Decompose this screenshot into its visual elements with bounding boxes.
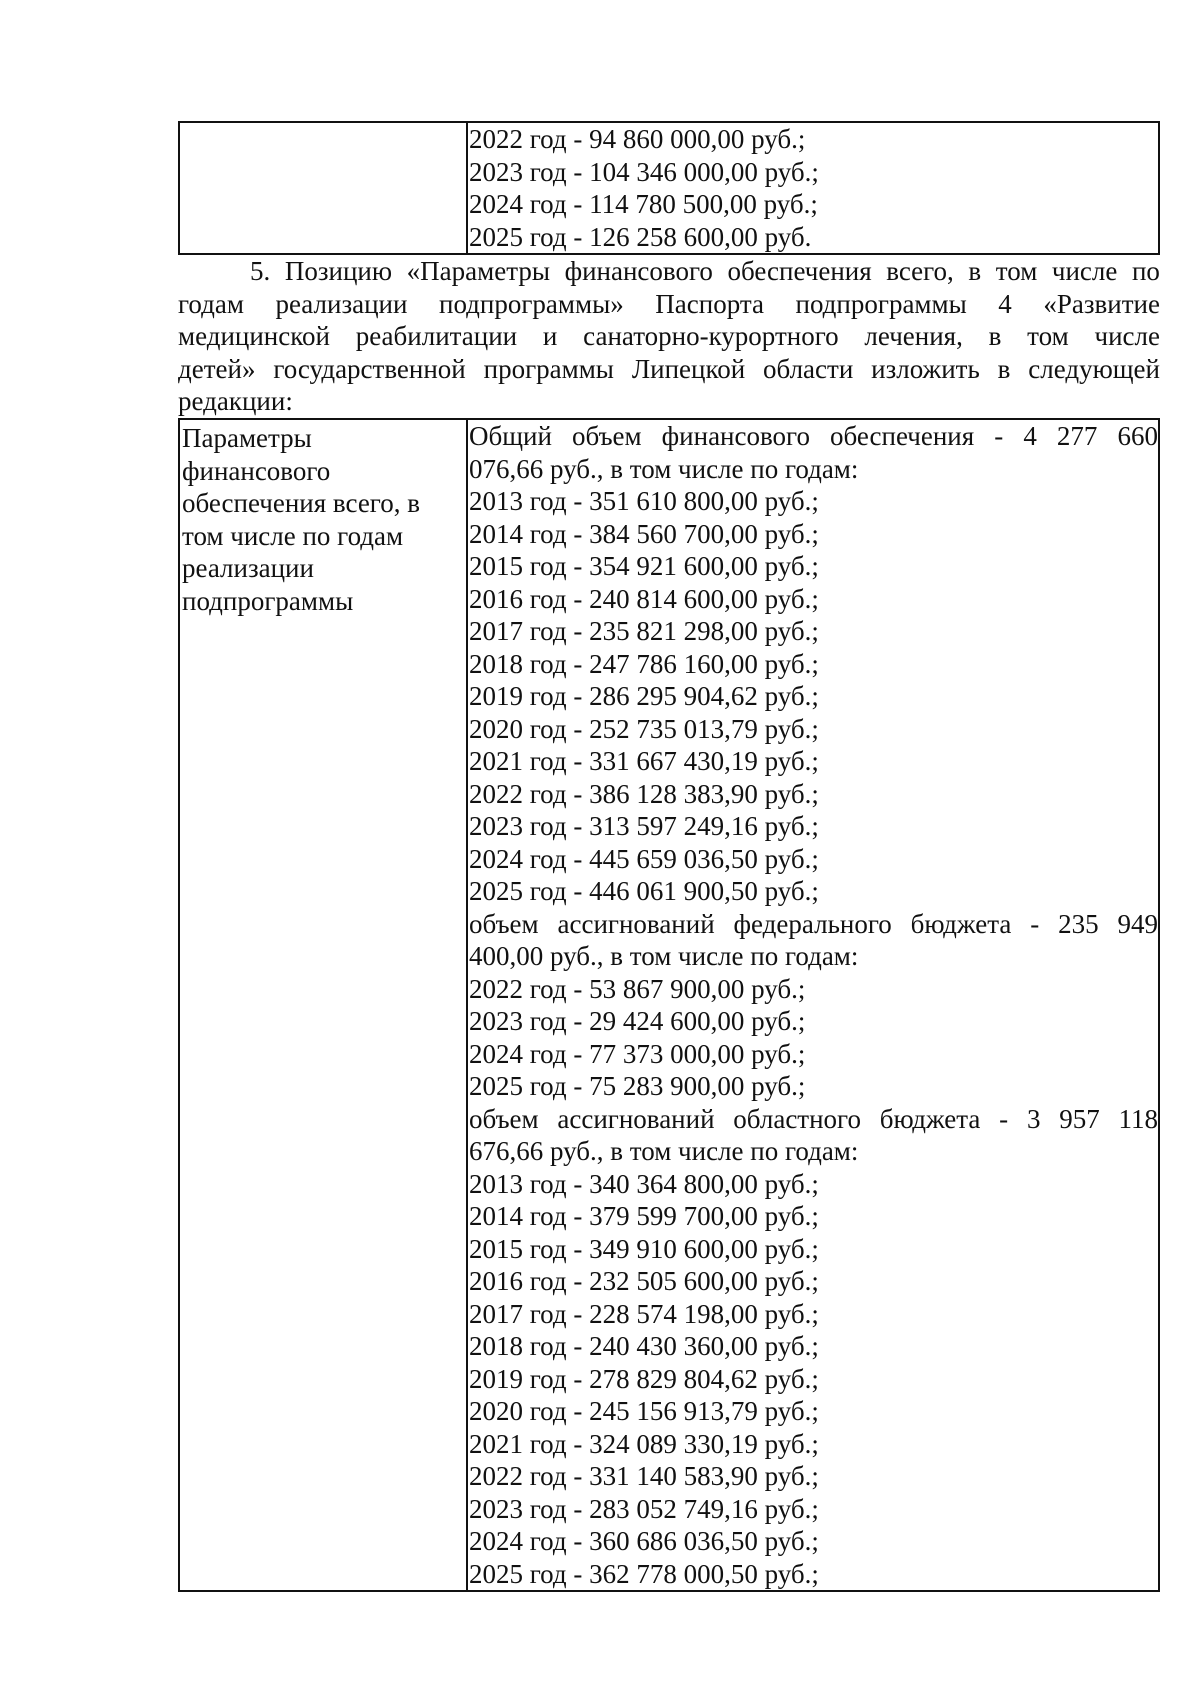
word: объем [469, 908, 539, 939]
federal-year-row: 2022 год - 53 867 900,00 руб.; [469, 973, 806, 1004]
table-top-row: 2023 год - 104 346 000,00 руб.; [469, 156, 819, 187]
word: ассигнований [557, 908, 715, 939]
federal-year-row: 2025 год - 75 283 900,00 руб.; [469, 1071, 806, 1101]
word: и [542, 321, 558, 351]
table-top-row: 2022 год - 94 860 000,00 руб.; [469, 124, 806, 154]
word: в [997, 353, 1011, 384]
word: областного [733, 1103, 861, 1134]
label-line: Параметры [182, 423, 312, 453]
word: реабилитации [355, 321, 518, 351]
table-top-right-cell [468, 123, 1158, 253]
word: числе [1094, 321, 1160, 351]
word: объем [572, 421, 642, 451]
word: - [994, 421, 1004, 451]
label-line: реализации [182, 553, 314, 583]
label-line: обеспечения всего, в [182, 488, 420, 518]
total-year-row: 2019 год - 286 295 904,62 руб.; [469, 681, 819, 711]
word: подпрограммы [795, 288, 967, 319]
word: объем [469, 1103, 539, 1134]
word: по [1131, 256, 1160, 286]
word: области [763, 353, 854, 384]
word: 277 [1056, 421, 1098, 451]
word: числе [1051, 256, 1118, 286]
word: реализации [275, 288, 408, 319]
word: «Параметры [406, 256, 550, 286]
word: в [988, 321, 1002, 351]
word: санаторно-курортного [583, 321, 839, 351]
word: государственной [273, 353, 466, 384]
word: обеспечения [727, 256, 872, 286]
paragraph-line [178, 255, 1160, 288]
word: 957 [1059, 1103, 1100, 1134]
word: 4 [1023, 421, 1037, 451]
word: программы [483, 353, 614, 384]
table-main-value-cell [468, 420, 1158, 1590]
word: 3 [1026, 1103, 1041, 1134]
word: бюджета [910, 908, 1012, 939]
word: 235 [1058, 908, 1099, 939]
federal-year-row: 2024 год - 77 373 000,00 руб.; [469, 1038, 806, 1069]
total-volume-header-cont: 076,66 руб., в том числе по годам: [469, 453, 859, 484]
regional-year-row: 2020 год - 245 156 913,79 руб.; [469, 1396, 819, 1426]
word: финансового [661, 421, 810, 451]
word: 660 [1117, 421, 1158, 451]
total-year-row: 2013 год - 351 610 800,00 руб.; [469, 486, 819, 516]
total-year-row: 2018 год - 247 786 160,00 руб.; [469, 648, 819, 679]
label-line: подпрограммы [182, 585, 354, 616]
table-top-row: 2024 год - 114 780 500,00 руб.; [469, 189, 818, 219]
total-year-row: 2021 год - 331 667 430,19 руб.; [469, 746, 819, 776]
regional-budget-header [468, 1103, 1158, 1136]
federal-budget-header [468, 908, 1158, 941]
total-year-row: 2022 год - 386 128 383,90 руб.; [469, 778, 819, 809]
word: Позицию [284, 256, 393, 286]
regional-year-row: 2013 год - 340 364 800,00 руб.; [469, 1168, 819, 1199]
paragraph-line [178, 288, 1160, 321]
word: бюджета [879, 1103, 981, 1134]
word: Общий [469, 421, 552, 451]
regional-year-row: 2022 год - 331 140 583,90 руб.; [469, 1461, 819, 1491]
regional-year-row: 2014 год - 379 599 700,00 руб.; [469, 1201, 819, 1231]
word: 4 [998, 288, 1012, 319]
federal-budget-header-cont: 400,00 руб., в том числе по годам: [469, 941, 859, 971]
word: изложить [871, 353, 980, 384]
federal-year-row: 2023 год - 29 424 600,00 руб.; [469, 1006, 806, 1036]
word: 5. [250, 256, 271, 286]
regional-year-row: 2021 год - 324 089 330,19 руб.; [469, 1428, 819, 1459]
word: федерального [733, 908, 892, 939]
total-year-row: 2015 год - 354 921 600,00 руб.; [469, 551, 819, 581]
word: в [968, 256, 982, 286]
word: 949 [1117, 908, 1158, 939]
regional-year-row: 2015 год - 349 910 600,00 руб.; [469, 1233, 819, 1264]
total-year-row: 2024 год - 445 659 036,50 руб.; [469, 843, 819, 874]
total-volume-header [468, 420, 1158, 453]
total-year-row: 2025 год - 446 061 900,50 руб.; [469, 876, 819, 906]
table-top-fragment [178, 121, 1160, 255]
regional-year-row: 2025 год - 362 778 000,50 руб.; [469, 1558, 819, 1589]
word: ассигнований [557, 1103, 715, 1134]
word: всего, [886, 256, 954, 286]
regional-year-row: 2017 год - 228 574 198,00 руб.; [469, 1298, 819, 1329]
table-financing-parameters [178, 418, 1160, 1592]
table-top-left-cell [180, 123, 468, 253]
regional-year-row: 2024 год - 360 686 036,50 руб.; [469, 1526, 819, 1556]
label-line: том числе по годам [182, 520, 404, 551]
regional-year-row: 2019 год - 278 829 804,62 руб.; [469, 1363, 819, 1394]
total-year-row: 2014 год - 384 560 700,00 руб.; [469, 518, 819, 549]
word: Липецкой [631, 353, 746, 384]
paragraph-line [178, 385, 1160, 418]
word: детей» [178, 353, 256, 384]
word: том [1027, 321, 1069, 351]
word: «Развитие [1043, 288, 1160, 319]
word: редакции: [178, 386, 293, 416]
paragraph-line [178, 353, 1160, 386]
word: том [995, 256, 1038, 286]
regional-year-row: 2016 год - 232 505 600,00 руб.; [469, 1266, 819, 1296]
total-year-row: 2020 год - 252 735 013,79 руб.; [469, 713, 819, 744]
regional-budget-header-cont: 676,66 руб., в том числе по годам: [469, 1136, 859, 1166]
word: - [1030, 908, 1040, 939]
word: следующей [1028, 353, 1160, 384]
paragraph-line [178, 320, 1160, 353]
table-top-row: 2025 год - 126 258 600,00 руб. [469, 221, 812, 252]
word: финансового [564, 256, 713, 286]
word: - [999, 1103, 1009, 1134]
regional-year-row: 2018 год - 240 430 360,00 руб.; [469, 1331, 819, 1361]
total-year-row: 2023 год - 313 597 249,16 руб.; [469, 811, 819, 841]
word: медицинской [178, 321, 330, 351]
word: подпрограммы» [439, 288, 624, 319]
label-line: финансового [182, 455, 331, 486]
paragraph-item-5 [178, 255, 1160, 418]
word: обеспечения [830, 421, 975, 451]
total-year-row: 2017 год - 235 821 298,00 руб.; [469, 616, 819, 646]
table-main-label-cell [180, 420, 468, 1590]
word: годам [178, 288, 244, 319]
word: лечения, [864, 321, 963, 351]
regional-year-row: 2023 год - 283 052 749,16 руб.; [469, 1493, 819, 1524]
word: Паспорта [655, 288, 764, 319]
word: 118 [1118, 1103, 1158, 1134]
total-year-row: 2016 год - 240 814 600,00 руб.; [469, 583, 819, 614]
